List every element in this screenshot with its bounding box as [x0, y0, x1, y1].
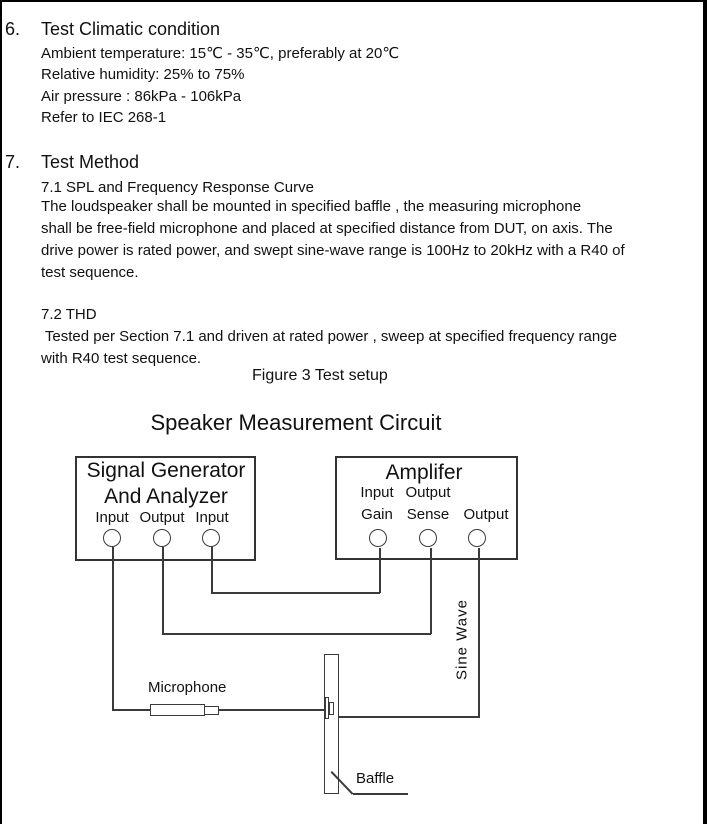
amp-output-terminal-circle	[468, 529, 486, 547]
amp-label-output: Output	[405, 484, 451, 501]
wire-to-microphone	[112, 709, 151, 711]
section-7-number: 7.	[5, 152, 21, 172]
page-border-right	[703, 0, 707, 824]
baffle-pointer-underline	[353, 793, 408, 795]
section-6-title: Test Climatic condition	[41, 19, 221, 39]
amp-label-input: Input	[360, 484, 394, 501]
wire-sg-output-horizontal	[162, 633, 431, 635]
amp-sense-terminal-circle	[419, 529, 437, 547]
wire-amp-gain-vertical	[379, 548, 381, 593]
sg-terminal-label-input-2: Input	[195, 509, 229, 526]
section-6-number: 6.	[5, 19, 21, 39]
wire-sine-wave-vertical	[478, 548, 480, 717]
sg-terminal-label-input-1: Input	[95, 509, 129, 526]
signal-generator-title-line2: And Analyzer	[104, 485, 228, 508]
amp-label-sense: Sense	[406, 506, 450, 523]
microphone-body	[150, 704, 205, 716]
figure-caption: Figure 3 Test setup	[252, 367, 388, 384]
amp-label-output2: Output	[463, 506, 509, 523]
wire-sg-output-vertical	[162, 547, 164, 634]
section-7-1-heading: 7.1 SPL and Frequency Response Curve	[41, 179, 314, 196]
wire-sg-input1-vertical	[112, 547, 114, 710]
wire-amp-sense-vertical	[430, 548, 432, 634]
section-7-2-heading: 7.2 THD	[41, 306, 97, 323]
wire-microphone-to-speaker	[219, 709, 326, 711]
section-7-1-para-line1: The loudspeaker shall be mounted in specified baffle , the measuring microphone	[41, 198, 582, 215]
section-7-title: Test Method	[41, 152, 140, 172]
diagram-title: Speaker Measurement Circuit	[150, 410, 442, 435]
section-6-line-pressure: Air pressure : 86kPa - 106kPa	[41, 88, 242, 105]
wire-gain-horizontal	[211, 592, 380, 594]
section-6-line-refer: Refer to IEC 268-1	[41, 109, 167, 126]
baffle-label: Baffle	[356, 770, 395, 787]
sg-input1-terminal-circle	[103, 529, 121, 547]
wire-sg-input2-vertical	[211, 547, 213, 593]
section-7-1-para-line4: test sequence.	[41, 264, 139, 281]
section-7-1-para-line3: drive power is rated power, and swept sine-wave range is 100Hz to 20kHz with a R40 of	[41, 242, 625, 259]
page-border-left	[0, 0, 2, 824]
amp-gain-terminal-circle	[369, 529, 387, 547]
amplifier-title: Amplifer	[385, 461, 463, 484]
section-7-1-para-line2: shall be free-field microphone and placed at specified distance from DUT, on axis. The	[41, 220, 613, 237]
section-6-line-ambient: Ambient temperature: 15℃ - 35℃, preferably at 20℃	[41, 45, 400, 62]
sg-output-terminal-circle	[153, 529, 171, 547]
signal-generator-title-line1: Signal Generator	[86, 459, 246, 482]
sg-input2-terminal-circle	[202, 529, 220, 547]
section-7-2-para-line1: Tested per Section 7.1 and driven at rated power , sweep at specified frequency range	[41, 328, 617, 345]
section-6-line-humidity: Relative humidity: 25% to 75%	[41, 66, 245, 83]
microphone-label: Microphone	[148, 679, 227, 696]
amp-label-gain: Gain	[361, 506, 393, 523]
microphone-tip	[204, 706, 219, 715]
speaker-driver-inner-bar	[329, 702, 334, 715]
wire-sine-wave-horizontal	[339, 716, 480, 718]
page-border-top	[0, 0, 707, 2]
section-7-2-para-line2: with R40 test sequence.	[41, 350, 202, 367]
sine-wave-label: Sine Wave	[453, 599, 471, 680]
sg-terminal-label-output: Output	[139, 509, 185, 526]
